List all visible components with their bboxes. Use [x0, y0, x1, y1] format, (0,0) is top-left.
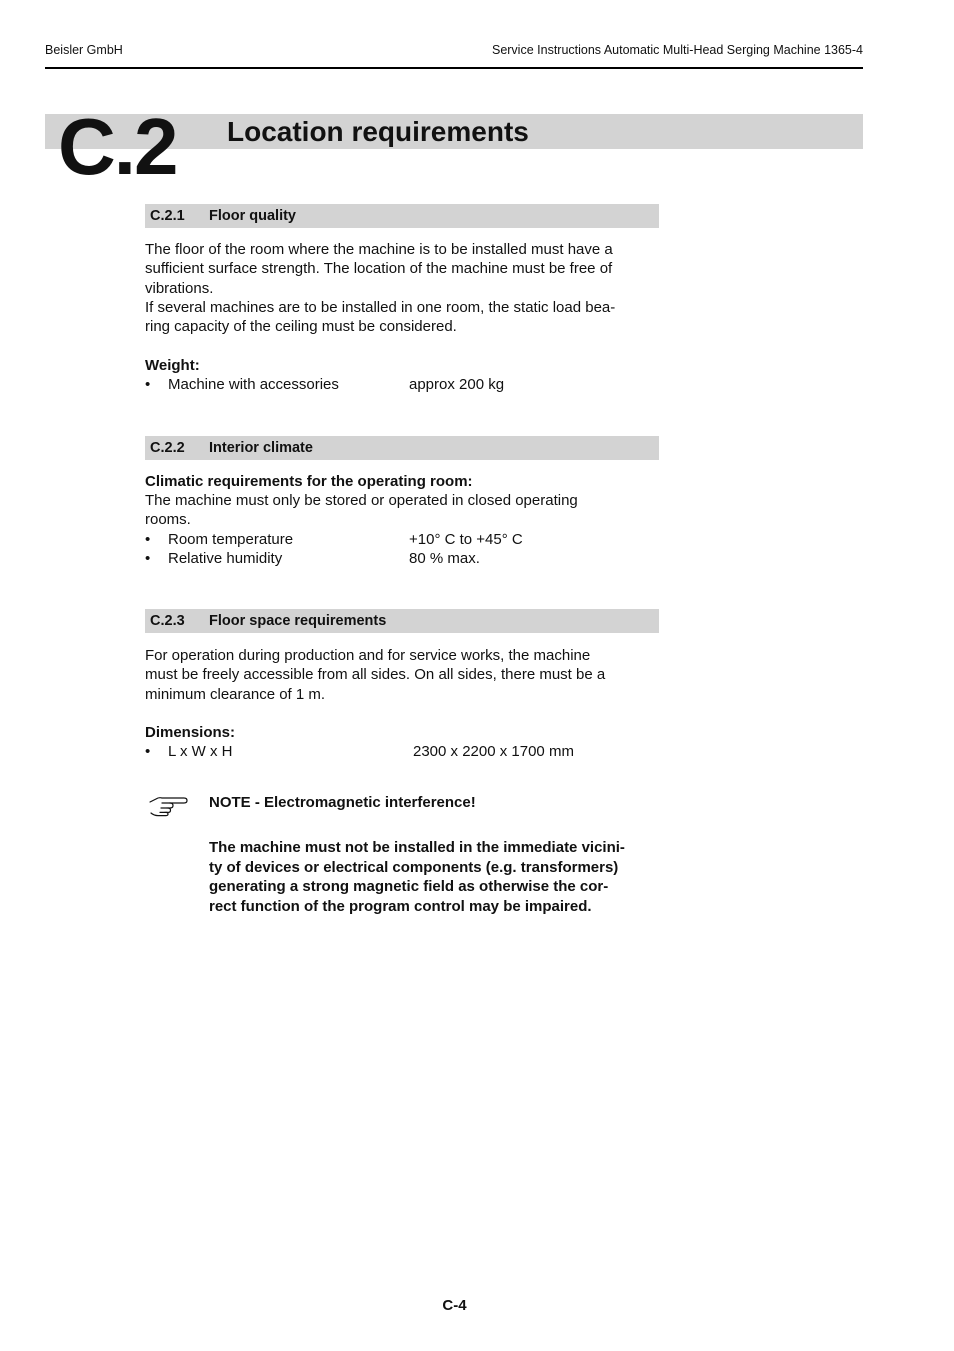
spec-label: Room temperature — [168, 531, 294, 548]
spec-label: L x W x H — [168, 743, 233, 760]
chapter-title: Location requirements — [227, 116, 529, 147]
spec-value: approx 200 kg — [409, 376, 505, 393]
weight-heading: Weight: — [145, 357, 200, 374]
text-line: If several machines are to be installed in one room, the static load bea- — [145, 298, 616, 316]
section-number: C.2.1 — [150, 208, 185, 224]
text-line: ring capacity of the ceiling must be considered. — [145, 318, 457, 336]
text-line: minimum clearance of 1 m. — [145, 685, 326, 703]
climate-text — [145, 491, 660, 530]
page-number: C-4 — [442, 1297, 467, 1314]
floor-quality-text — [145, 240, 660, 336]
floor-space-text — [145, 646, 660, 704]
dimensions-heading: Dimensions: — [145, 724, 236, 741]
spec-value: 2300 x 2200 x 1700 mm — [413, 743, 574, 760]
text-line: must be freely accessible from all sides. On all sides, there must be a — [145, 666, 606, 684]
note-title: NOTE - Electromagnetic interference! — [209, 794, 476, 811]
text-line: rooms. — [145, 511, 191, 529]
spec-row-weight — [145, 375, 665, 394]
bullet: • — [145, 376, 151, 393]
spec-value: 80 % max. — [409, 550, 480, 567]
header-document-title: Service Instructions Automatic Multi-Head Serging Machine 1365-4 — [491, 43, 863, 57]
spec-row-room-temperature — [145, 530, 665, 549]
pointing-hand-icon — [148, 793, 188, 817]
spec-row-dimensions — [145, 742, 665, 761]
note-line: rect function of the program control may be impaired. — [209, 897, 592, 915]
note-body — [209, 838, 661, 916]
spec-label: Relative humidity — [168, 550, 283, 567]
chapter-number: C.2 — [58, 102, 177, 191]
text-line: sufficient surface strength. The location of the machine must be free of — [145, 260, 613, 278]
section-number: C.2.3 — [150, 613, 185, 629]
note-line: generating a strong magnetic field as otherwise the cor- — [209, 878, 609, 895]
section-number: C.2.2 — [150, 440, 185, 456]
header-company: Beisler GmbH — [45, 43, 123, 57]
spec-label: Machine with accessories — [168, 376, 339, 393]
text-line: vibrations. — [145, 279, 214, 297]
text-line: For operation during production and for service works, the machine — [145, 647, 591, 664]
text-line: The floor of the room where the machine is to be installed must have a — [145, 241, 613, 258]
section-heading-floor-quality — [145, 204, 659, 228]
header-rule — [45, 67, 863, 69]
bullet: • — [145, 550, 151, 567]
bullet: • — [145, 531, 151, 548]
section-title: Floor space requirements — [209, 613, 387, 629]
note-line: The machine must not be installed in the immediate vicini- — [209, 839, 625, 856]
section-title: Floor quality — [209, 208, 296, 224]
bullet: • — [145, 743, 151, 760]
section-heading-interior-climate — [145, 436, 659, 460]
note-line: ty of devices or electrical components (e.g. transformers) — [209, 858, 619, 876]
section-title: Interior climate — [209, 440, 313, 456]
spec-value: +10° C to +45° C — [409, 531, 523, 548]
text-line: The machine must only be stored or operated in closed operating — [145, 492, 578, 509]
climate-heading: Climatic requirements for the operating room: — [145, 473, 473, 490]
section-heading-floor-space — [145, 609, 659, 633]
spec-row-relative-humidity — [145, 549, 665, 568]
